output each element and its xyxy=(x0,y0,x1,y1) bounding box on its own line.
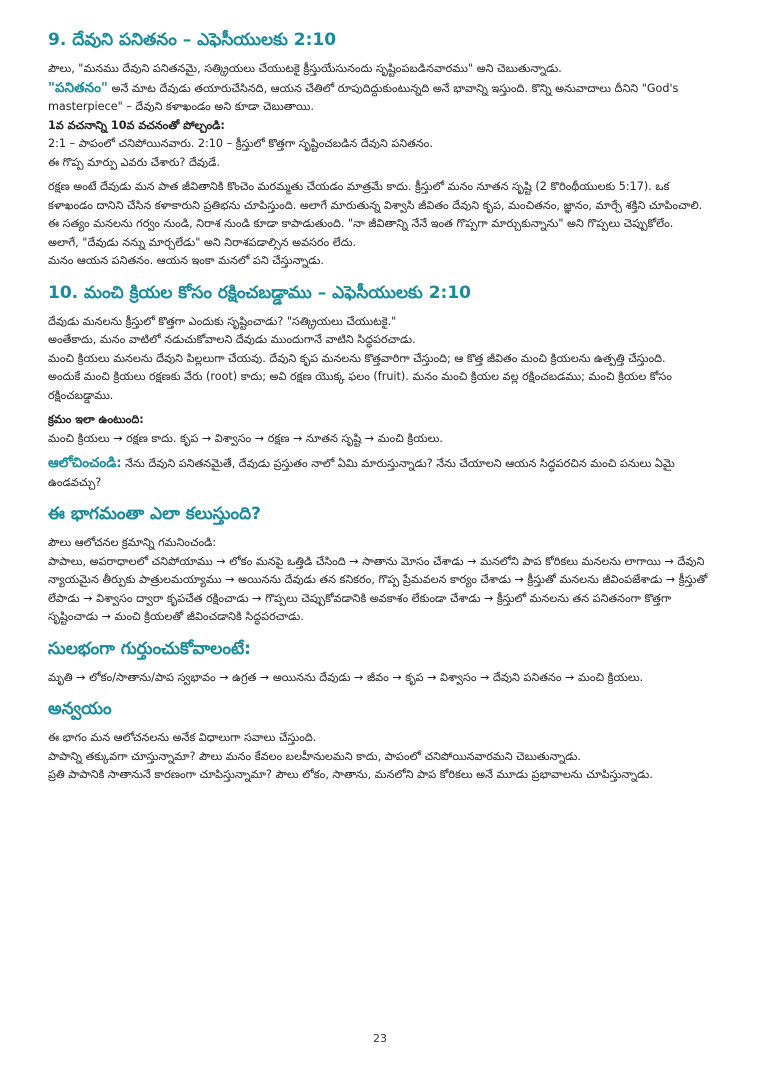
paragraph: పౌలు, "మనము దేవుని పనితనమై, సత్క్రియలు చేయుటకై క్రీస్తుయేసునందు సృష్టింపబడినవారము" అని చెబుతున్నాడు. xyxy=(48,62,562,75)
paragraph: పౌలు ఆలోచనల క్రమాన్ని గమనించండి: xyxy=(48,536,217,549)
section-heading: 10. మంచి క్రియల కోసం రక్షించబడ్డాము – ఎఫెసీయులకు 2:10 xyxy=(48,282,472,303)
section-heading: సులభంగా గుర్తుంచుకోవాలంటే: xyxy=(48,638,251,659)
section-10 xyxy=(48,281,712,493)
section-remember xyxy=(48,637,712,688)
paragraph-text: అనే మాట దేవుడు తయారుచేసినది, ఆయన చేతిలో రూపుదిద్దుకుంటున్నది అనే భావాన్ని ఇస్తుంది. కొన్ని అనువాదాలు దీనిని "God's masterpiece" – దేవుని కళాఖండం అని కూడా చెబుతాయి. xyxy=(48,81,679,113)
paragraph: దేవుడు మనలను క్రీస్తులో కొత్తగా ఎందుకు సృష్టించాడు? "సత్క్రియలు చేయుటకై." xyxy=(48,314,397,328)
highlight-term: ఆలోచించండి: xyxy=(48,455,122,471)
section-summary xyxy=(48,502,712,627)
section-9 xyxy=(48,28,712,271)
paragraph: అంతేకాదు, మనం వాటిలో నడుచుకోవాలని దేవుడు ముందుగానే వాటిని సిద్ధపరచాడు. xyxy=(48,333,416,346)
subheading: 1వ వచనాన్ని 10వ వచనంతో పోల్చండి: xyxy=(48,118,225,132)
paragraph: మంచి క్రియలు → రక్షణ కాదు. కృప → విశ్వాసం → రక్షణ → నూతన సృష్టి → మంచి క్రియలు. xyxy=(48,431,443,445)
paragraph: పాపాలు, అపరాధాలలో చనిపోయాము → లోకం మనపై ఒత్తిడి చేసింది → సాతాను మోసం చేశాడు → మనలోని పాప కోరికలు మనలను లాగాయి → దేవుని న్యాయమైన తీర్పుకు పాత్రులమయ్యాము → అయినను దేవుడు తన కనికరం, గొప్ప ప్రేమవలన కార్యం చేశాడు → క్రీస్తుతో మనలను జీవింపజేశాడు → క్రీస్తుతో లేపాడు → విశ్వాసం ద్వారా కృపచేత రక్షించాడు → గొప్పలు చెప్పుకోవడానికి అవకాశం లేకుండా చేశాడు → క్రీస్తులో మనలను తన పనితనంగా కొత్తగా సృష్టించాడు → మంచి క్రియలతో జీవించడానికి సిద్ధపరచాడు. xyxy=(48,554,708,623)
paragraph: ఈ భాగం మన ఆలోచనలను అనేక విధాలుగా సవాలు చేస్తుంది. xyxy=(48,731,317,744)
paragraph: మంచి క్రియలు మనలను దేవుని పిల్లలుగా చేయవు. దేవుని కృప మనలను కొత్తవారిగా చేస్తుంది; ఆ కొత్త జీవితం మంచి క్రియలను ఉత్పత్తి చేస్తుంది. xyxy=(48,351,666,365)
paragraph-text: నేను దేవుని పనితనమైతే, దేవుడు ప్రస్తుతం నాలో ఏమి మారుస్తున్నాడు? నేను చేయాలని ఆయన సిద్ధపరచిన మంచి పనులు ఏమై ఉండవచ్చు? xyxy=(48,457,675,489)
section-heading: ఈ భాగమంతా ఎలా కలుస్తుంది? xyxy=(48,504,261,524)
highlight-term: "పనితనం" xyxy=(48,79,108,96)
paragraph: అందుకే మంచి క్రియలు రక్షణకు వేరు (root) కాదు; అవి రక్షణ యొక్క ఫలం (fruit). మనం మంచి క్రియల వల్ల రక్షించబడము; మంచి క్రియల కోసం రక్షించబడ్డాము. xyxy=(48,370,672,402)
paragraph: మృతి → లోకం/సాతాను/పాప స్వభావం → ఉగ్రత → అయినను దేవుడు → జీవం → కృప → విశ్వాసం → దేవుని పనితనం → మంచి క్రియలు. xyxy=(48,670,644,684)
paragraph: రక్షణ అంటే దేవుడు మన పాత జీవితానికి కొంచెం మరమ్మతు చేయడం మాత్రమే కాదు. క్రీస్తులో మనం నూతన సృష్టి (2 కొరింథీయులకు 5:17). ఒక కళాఖండం దానిని చేసిన కళాకారుని ప్రతిభను చూపిస్తుంది. అలాగే మారుతున్న విశ్వాసి జీవితం దేవుని కృప, మంచితనం, జ్ఞానం, మార్చే శక్తిని చూపించాలి. ఈ సత్యం మనలను గర్వం నుండి, నిరాశ నుండి కూడా కాపాడుతుంది. "నా జీవితాన్ని నేనే ఇంత గొప్పగా మార్చుకున్నాను" అని గొప్పలు చెప్పుకోలేం. xyxy=(48,180,703,230)
paragraph: 2:1 – పాపంలో చనిపోయినవారు. 2:10 – క్రీస్తులో కొత్తగా సృష్టించబడిన దేవుని పనితనం. xyxy=(48,137,433,150)
section-application xyxy=(48,697,712,785)
paragraph xyxy=(48,79,712,117)
paragraph: ఈ గొప్ప మార్పు ఎవరు చేశారు? దేవుడే. xyxy=(48,155,220,169)
paragraph: మనం ఆయన పనితనం. ఆయన ఇంకా మనలో పని చేస్తున్నాడు. xyxy=(48,254,324,267)
paragraph: ప్రతి పాపానికి సాతానునే కారణంగా చూపిస్తున్నామా? పౌలు లోకం, సాతాను, మనలోని పాప కోరికలు అనే మూడు ప్రభావాలను చూపిస్తున్నాడు. xyxy=(48,768,653,781)
paragraph: పాపాన్ని తక్కువగా చూస్తున్నామా? పౌలు మనం కేవలం బలహీనులమని కాదు, పాపంలో చనిపోయినవారమని చెబుతున్నాడు. xyxy=(48,749,581,763)
paragraph: అలాగే, "దేవుడు నన్ను మార్చలేడు" అని నిరాశపడాల్సిన అవసరం లేదు. xyxy=(48,235,357,249)
page-number: 23 xyxy=(373,1032,387,1045)
section-heading: అన్వయం xyxy=(48,699,112,719)
paragraph xyxy=(48,454,712,492)
section-heading: 9. దేవుని పనితనం – ఎఫెసీయులకు 2:10 xyxy=(48,30,337,50)
subheading: క్రమం ఇలా ఉంటుంది: xyxy=(48,413,144,426)
